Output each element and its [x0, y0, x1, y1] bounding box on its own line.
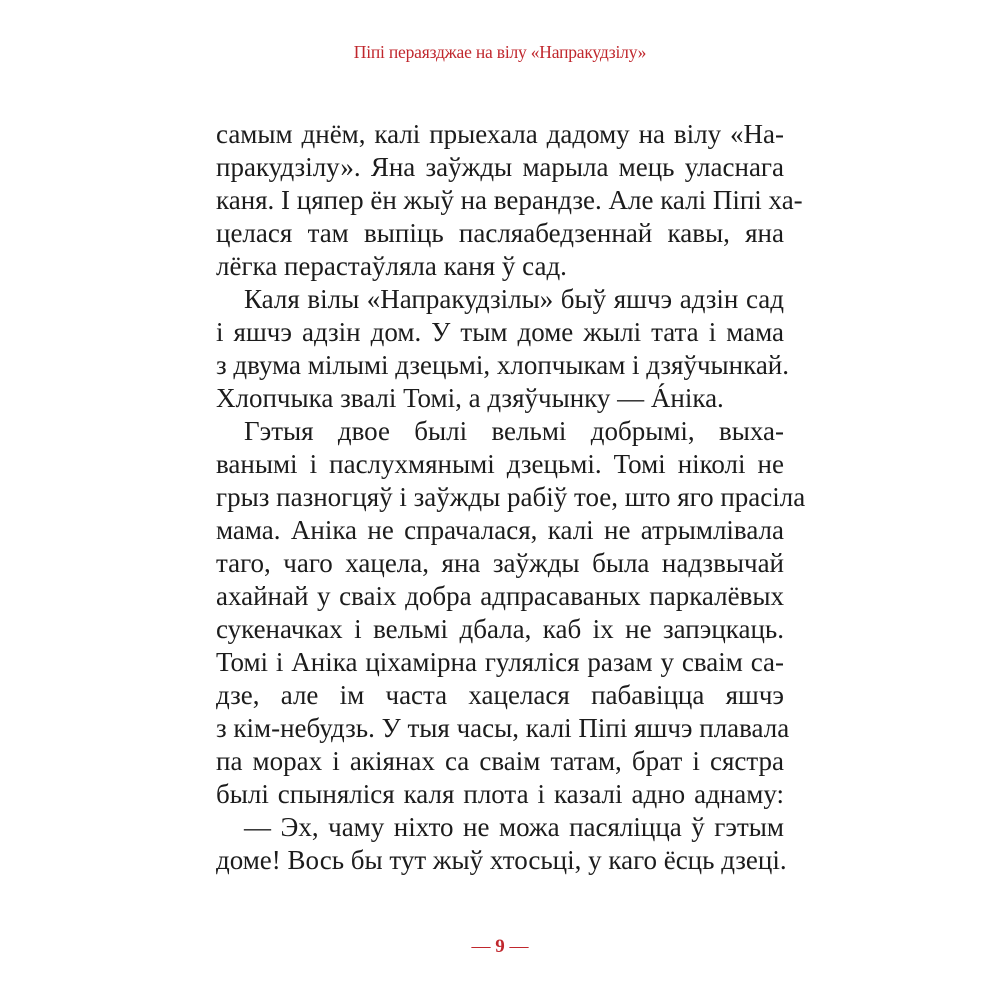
text-line: Хлопчыка звалі Томі, а дзяўчынку — Áніка. — [216, 383, 724, 413]
folio-dash-left: — — [471, 936, 491, 957]
paragraph — [216, 811, 787, 877]
folio-dash-right: — — [509, 936, 529, 957]
text-line: па морах і акіянах са сваім татам, брат і сястра — [216, 746, 784, 776]
text-line: былі спыняліся каля плота і казалі адно аднаму: — [216, 779, 784, 809]
text-line: пракудзілу». Яна заўжды марыла мець уласнага — [216, 152, 784, 182]
text-line: Гэтыя двое былі вельмі добрымі, выха- — [244, 416, 784, 446]
text-line: каня. І цяпер ён жыў на верандзе. Але калі Піпі ха- — [216, 185, 803, 215]
page-number — [0, 936, 1000, 958]
text-line: лёгка перастаўляла каня ў сад. — [216, 251, 567, 281]
text-line: з двума мілымі дзецьмі, хлопчыкам і дзяўчынкай. — [216, 350, 789, 380]
paragraph — [216, 118, 803, 283]
text-line: з кім-небудзь. У тыя часы, калі Піпі яшчэ плавала — [216, 713, 790, 743]
running-head-title: Піпі пераязджае на вілу «Напракудзілу» — [353, 42, 647, 62]
page-number-value: 9 — [495, 936, 505, 957]
text-line: дзе, але ім часта хацелася пабавіцца яшчэ — [216, 680, 784, 710]
text-line: самым днём, калі прыехала дадому на вілу «На- — [216, 119, 784, 149]
text-line: грыз пазногцяў і заўжды рабіў тое, што яго прасіла — [216, 482, 806, 512]
text-line: і яшчэ адзін дом. У тым доме жылі тата і мама — [216, 317, 784, 347]
text-line: Каля вілы «Напракудзілы» быў яшчэ адзін сад — [244, 284, 784, 314]
text-line: сукеначках і вельмі дбала, каб іх не запэцкаць. — [216, 614, 784, 644]
text-line: целася там выпіць пасляабедзеннай кавы, яна — [216, 218, 784, 248]
text-line: ванымі і паслухмянымі дзецьмі. Томі ніколі не — [216, 449, 784, 479]
body-text — [216, 118, 806, 877]
text-line: мама. Аніка не спрачалася, калі не атрымлівала — [216, 515, 784, 545]
paragraph — [216, 415, 806, 811]
text-line: ахайнай у сваіх добра адпрасаваных паркалёвых — [216, 581, 784, 611]
text-line: Томі і Аніка ціхамірна гуляліся разам у сваім са- — [216, 647, 784, 677]
paragraph — [216, 283, 789, 415]
text-line: таго, чаго хацела, яна заўжды была надзвычай — [216, 548, 784, 578]
text-line: доме! Вось бы тут жыў хтосьці, у каго ёсць дзеці. — [216, 845, 787, 875]
text-line: — Эх, чаму ніхто не можа пасяліцца ў гэтым — [244, 812, 784, 842]
